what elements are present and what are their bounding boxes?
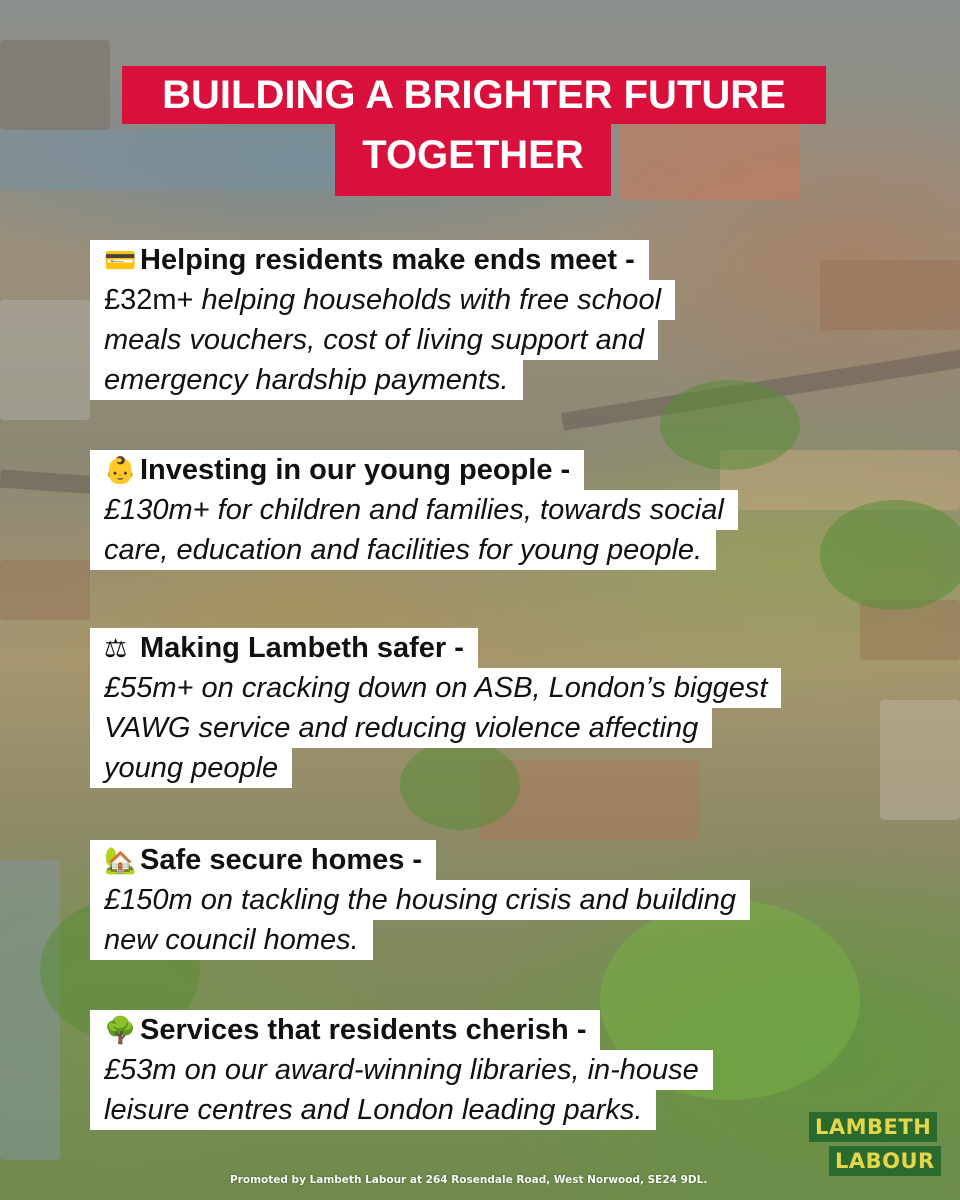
section-heading-text: Services that residents cherish - [140,1014,587,1046]
baby-icon: 👶 [104,455,137,485]
section-body-line: VAWG service and reducing violence affecting [90,708,712,748]
scales-icon: ⚖ [104,633,128,663]
section-heading [90,628,478,668]
section-body-line: care, education and facilities for young people. [90,530,716,570]
section-body-line: £130m+ for children and families, towards social [90,490,738,530]
section-heading [90,840,436,880]
section-heading-text: Investing in our young people - [140,454,571,486]
section-body-line: emergency hardship payments. [90,360,523,400]
section-heading [90,450,584,490]
section-heading-text: Helping residents make ends meet - [140,244,635,276]
section-heading-text: Making Lambeth safer - [140,632,464,664]
tree-icon: 🌳 [104,1015,137,1045]
section-heading [90,240,649,280]
logo-line-1: LAMBETH [809,1112,937,1142]
section-body-line: £55m+ on cracking down on ASB, London’s biggest [90,668,781,708]
section-body-line: leisure centres and London leading parks. [90,1090,656,1130]
section-body-line [90,280,675,320]
section-heading-text: Safe secure homes - [140,844,423,876]
logo-line-2: LABOUR [829,1146,941,1176]
title-line-2: TOGETHER [335,124,611,196]
amount-text: £32m+ [104,284,194,316]
title-line-1: BUILDING A BRIGHTER FUTURE [122,66,826,124]
section-body-line: young people [90,748,292,788]
body-text: helping households with free school [193,284,662,316]
credit-card-icon: 💳 [104,245,137,275]
section-body-line: meals vouchers, cost of living support and [90,320,658,360]
lambeth-labour-logo [809,1112,941,1178]
section-body-line: new council homes. [90,920,373,960]
section-heading [90,1010,600,1050]
house-with-garden-icon: 🏡 [104,845,137,875]
section-body-line: £53m on our award-winning libraries, in-house [90,1050,713,1090]
section-body-line: £150m on tackling the housing crisis and building [90,880,750,920]
promoted-by-imprint: Promoted by Lambeth Labour at 264 Rosendale Road, West Norwood, SE24 9DL. [230,1174,708,1186]
